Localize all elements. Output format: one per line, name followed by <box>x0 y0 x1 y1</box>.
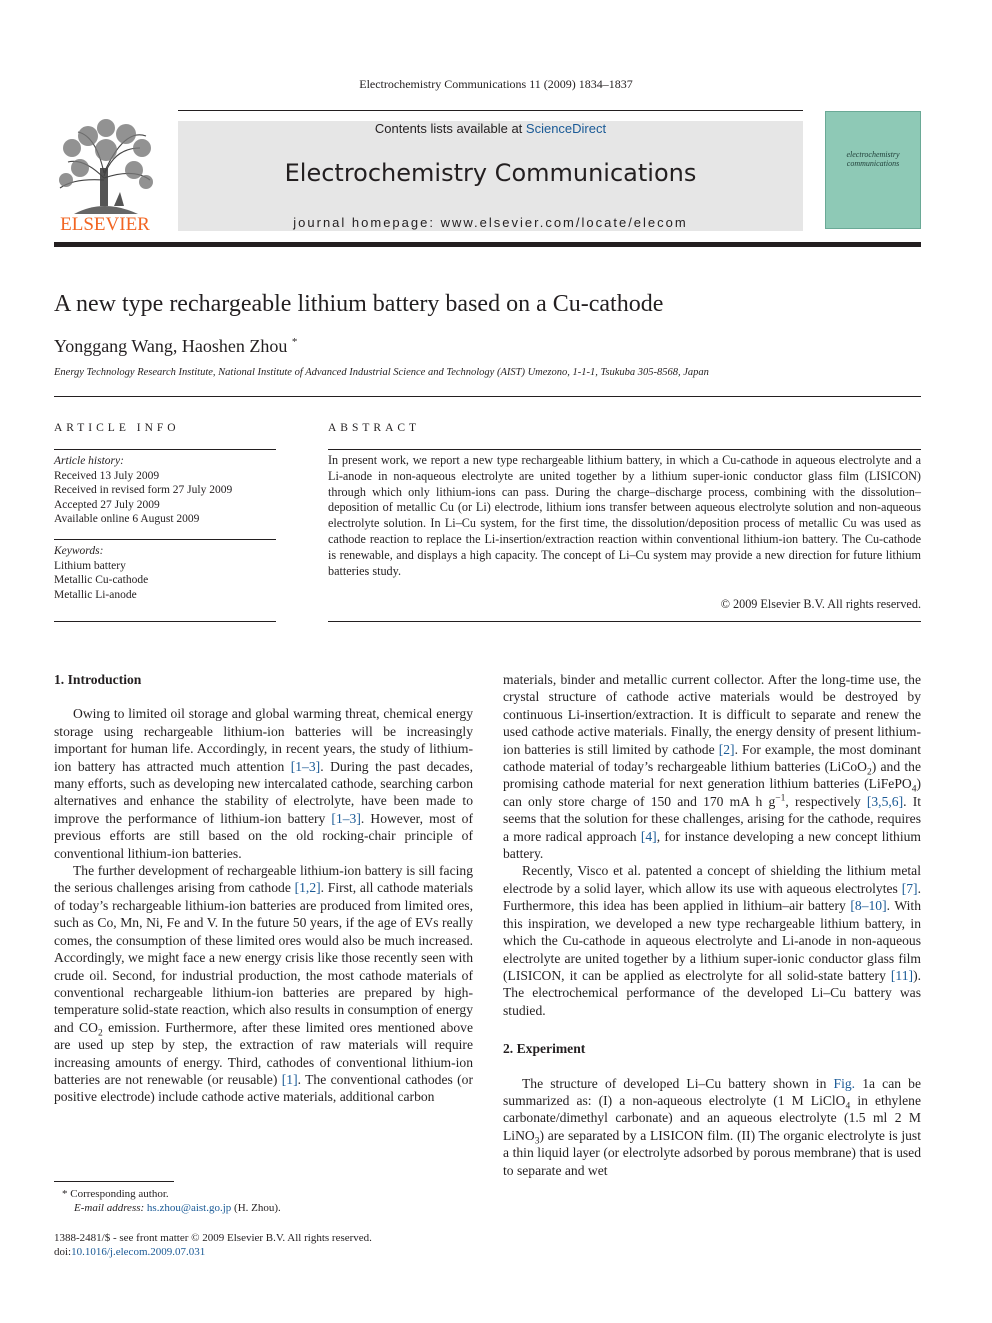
article-info-heading: ARTICLE INFO <box>54 422 180 434</box>
doi-label: doi: <box>54 1246 72 1258</box>
intro-paragraph-2-cont: materials, binder and metallic current collector. After the long-time use, the crystal structure of cathode active materials would be destroyed by continuous Li-insertion/extraction. It is difficult to separate and renew the used cathode active materials. Finally, the energy density of present lithium-ion batteries is still limited by cathode [2]. For example, the most dominant cathode material of today’s rechargeable lithium batteries (LiCoO$_2$) and the promising cathode material for next generation lithium batteries (LiFePO$_4$) can only store charge of 150 and 170 mA h $g^{-1}$, respectively [3,5,6]. It seems that the solution for these challenges, arising for the cathode, requires a more radical approach [4], for instance developing a new concept lithium battery. <box>503 672 922 862</box>
contents-line <box>178 121 803 136</box>
abstract-bottom-rule <box>328 621 921 622</box>
reference-link[interactable]: [1–3] <box>290 758 321 774</box>
footnote-rule <box>54 1181 174 1182</box>
intro-paragraph-1: Owing to limited oil storage and global warming threat, chemical energy storage using rechargeable lithium-ion batteries will be increasingly important for human life. Accordingly, in recent years, the study of lithium-ion battery has attracted much attention [1–3]. During the past decades, many efforts, such as developing new intercalated cathode, searching carbon alternatives and enhance the stability of electrolyte, have been made to improve the performance of lithium-ion battery [1–3]. However, most of previous efforts are still based on the old rocking-chair principle of conventional lithium-ion batteries. <box>54 706 474 861</box>
header-thick-rule <box>54 242 921 247</box>
article-info-bottom-rule <box>54 621 276 622</box>
section-heading-introduction: 1. Introduction <box>54 672 142 687</box>
abstract-heading: ABSTRACT <box>328 422 421 434</box>
sciencedirect-link[interactable]: ScienceDirect <box>525 121 607 136</box>
keywords-heading: Keywords: <box>54 545 104 557</box>
reference-link[interactable]: [7] <box>901 880 918 896</box>
left-column <box>54 671 473 1106</box>
homepage-url[interactable]: www.elsevier.com/locate/elecom <box>440 215 688 230</box>
affiliation: Energy Technology Research Institute, National Institute of Advanced Industrial Science and Technology (AIST) Umezono, 1-1-1, Tsukuba 305-8568, Japan <box>54 367 709 378</box>
history-item: Received 13 July 2009 <box>54 469 160 482</box>
article-info-rule <box>54 449 276 450</box>
journal-homepage <box>178 215 803 230</box>
contents-prefix: Contents lists available at <box>374 121 526 136</box>
reference-link[interactable]: [2] <box>718 741 735 757</box>
issn-line: 1388-2481/$ - see front matter © 2009 Elsevier B.V. All rights reserved. <box>54 1232 372 1244</box>
email-suffix: (H. Zhou). <box>234 1202 281 1214</box>
intro-paragraph-3: Recently, Visco et al. patented a concept of shielding the lithium metal electrode by a solid layer, which allow its use with aqueous electrolytes [7]. Furthermore, this idea has been applied in lithium–air battery [8–10]. With this inspiration, we developed a new type rechargeable lithium battery, in which the Cu-cathode in aqueous electrolyte and Li-anode in non-aqueous electrolyte are united together by a lithium super-ionic conductor glass film (LISICON, it can be applied as electrolyte for all solid-state battery [11]). The electrochemical performance of the developed Li–Cu battery was studied. <box>503 863 921 1018</box>
intro-paragraph-2: The further development of rechargeable lithium-ion battery is sill facing the serious challenges arising from cathode [1,2]. First, all cathode materials of today’s rechargeable lithium-ion batteries are produced from limited ores, such as Co, Mn, Ni, Fe and V. In the future 50 years, if the age of EVs really comes, the consumption of these limited ores would also be much increased. Accordingly, we might face a new energy crisis like those recently seen with crude oil. Second, for industrial production, the most cathode materials of conventional rechargeable lithium-ion batteries are prepared by high-temperature solid-state reaction, which also results in consumption of energy and $CO_2$ emission. Furthermore, after these limited ores mentioned above are used up step by step, the extraction of raw materials will require increasing amounts of energy. Third, cathodes of conventional lithium-ion batteries are not renewable (or reusable) [1]. The conventional cathodes (or positive electrode) include cathode active materials, additional carbon <box>54 863 473 1105</box>
abstract-rule <box>328 449 921 450</box>
corresponding-label: Corresponding author. <box>70 1188 169 1200</box>
svg-text:ELSEVIER: ELSEVIER <box>60 214 150 235</box>
elsevier-logo <box>54 118 156 236</box>
header-rule <box>178 110 803 111</box>
title-rule <box>54 396 921 397</box>
experiment-paragraph-1: The structure of developed Li–Cu battery shown in Fig. 1a can be summarized as: (I) a non-aqueous electrolyte (1 M LiClO$_4$ in ethylene carbonate/dimethyl carbonate) and an aqueous electrolyte (1.5 ml 2 M LiNO$_3$) are separated by a LISICON film. (II) The organic electrolyte is just a thin liquid layer (or electrolyte adsorbed by porous membrane) that is used to separate and wet <box>503 1075 921 1178</box>
history-item: Received in revised form 27 July 2009 <box>54 484 233 496</box>
corresponding-note: * Corresponding author. <box>62 1188 169 1200</box>
homepage-prefix: journal homepage: <box>293 215 441 230</box>
authors <box>54 336 297 357</box>
abstract-text: In present work, we report a new type rechargeable lithium battery, in which a Cu-cathode in aqueous electrolyte and a Li-anode in non-aqueous electrolyte are united together by a lithium super-ionic conductor glass film (LISICON) through which only lithium-ions can pass. During the charge–discharge process, combining with the dissolution–deposition of metallic Cu (or Li) electrode, lithium ions transfer between aqueous electrolyte solution and non-aqueous electrolyte solution. In Li–Cu system, for the first time, the dissolution/deposition process of metallic Cu was used as cathode reaction to replace the Li-insertion/extraction reaction within conventional lithium-ion battery. The Cu-cathode is renewable, and displays a high capacity. The concept of Li–Cu system may provide a new direction for future lithium batteries study. <box>328 453 921 578</box>
article-history <box>54 454 276 527</box>
email-note <box>54 1201 473 1215</box>
footer <box>54 1231 554 1259</box>
copyright: © 2009 Elsevier B.V. All rights reserved. <box>720 597 921 611</box>
figure-link[interactable]: Fig. <box>833 1075 856 1091</box>
keywords <box>54 544 276 602</box>
keyword: Metallic Cu-cathode <box>54 574 149 586</box>
journal-name: Electrochemistry Communications <box>284 159 697 187</box>
history-heading: Article history: <box>54 455 124 467</box>
history-item: Accepted 27 July 2009 <box>54 498 160 511</box>
cover-title: electrochemistry communications <box>846 150 900 168</box>
keyword: Metallic Li-anode <box>54 588 137 601</box>
reference-link[interactable]: [1–3] <box>331 810 361 826</box>
reference-link[interactable]: [1,2] <box>294 880 321 896</box>
author-names: Yonggang Wang, Haoshen Zhou <box>54 336 288 356</box>
journal-cover <box>825 111 921 229</box>
keywords-rule <box>54 539 276 540</box>
reference-link[interactable]: [3,5,6] <box>866 793 904 809</box>
journal-citation: Electrochemistry Communications 11 (2009) 1834–1837 <box>359 77 633 91</box>
keyword: Lithium battery <box>54 559 126 572</box>
history-item: Available online 6 August 2009 <box>54 513 200 525</box>
section-heading-experiment: 2. Experiment <box>503 1041 586 1057</box>
doi-link[interactable]: 10.1016/j.elecom.2009.07.031 <box>71 1246 206 1258</box>
reference-link[interactable]: [8–10] <box>850 898 887 914</box>
article-title: A new type rechargeable lithium battery based on a Cu-cathode <box>54 291 664 317</box>
reference-link[interactable]: [4] <box>640 828 657 844</box>
footnote <box>54 1187 473 1215</box>
doi-line <box>54 1245 554 1259</box>
right-column <box>503 671 921 1179</box>
reference-link[interactable]: [11] <box>890 967 914 983</box>
email-link[interactable]: hs.zhou@aist.go.jp <box>146 1202 232 1214</box>
email-label: E-mail address: <box>74 1202 145 1214</box>
journal-banner <box>178 121 803 231</box>
reference-link[interactable]: [1] <box>281 1071 298 1087</box>
corresponding-author-mark[interactable]: * <box>291 336 298 348</box>
